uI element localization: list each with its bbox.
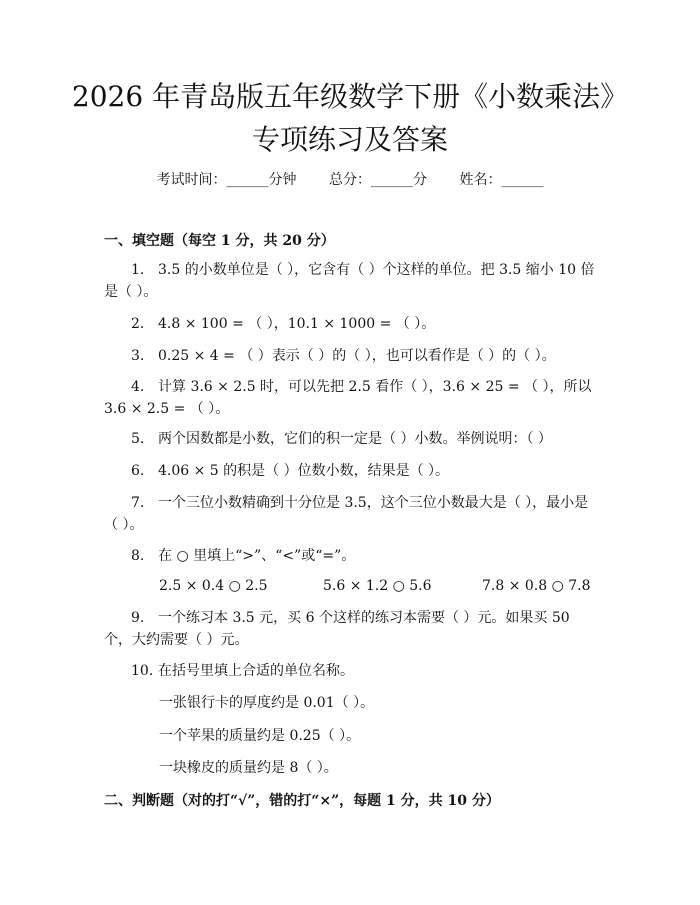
- question-6: [104, 460, 599, 482]
- question-text: 3.5 的小数单位是（ ），它含有（ ）个这样的单位。把 3.5 缩小 10 倍是（ ）。: [104, 262, 595, 300]
- exam-meta: [0, 170, 700, 190]
- question-text: 4.06 × 5 的积是（ ）位数小数，结果是（ ）。: [158, 463, 450, 479]
- question-9: [104, 607, 599, 651]
- question-5: [104, 428, 599, 450]
- page-title-line2: 专项练习及答案: [251, 123, 448, 156]
- compare-item: 7.8 × 0.8 ○ 7.8: [482, 578, 591, 594]
- question-8: [104, 545, 599, 567]
- question-text: 两个因数都是小数，它们的积一定是（ ）小数。举例说明：（ ）: [158, 431, 552, 447]
- total-score-field: 总分：______分: [329, 172, 427, 188]
- question-number: 8.: [131, 548, 145, 564]
- question-7: [104, 492, 599, 536]
- question-4: [104, 376, 599, 420]
- question-number: 3.: [131, 348, 145, 364]
- question-10: [104, 660, 599, 682]
- question-text: 一个三位小数精确到十分位是 3.5，这个三位小数最大是（ ），最小是（ ）。: [104, 495, 589, 533]
- question-1: [104, 259, 599, 303]
- student-name-field: 姓名：______: [459, 172, 544, 188]
- question-text: 0.25 × 4 = （ ）表示（ ）的（ ），也可以看作是（ ）的（ ）。: [158, 348, 556, 364]
- question-text: 一个练习本 3.5 元，买 6 个这样的练习本需要（ ）元。如果买 50 个，大约需要（ ）元。: [104, 610, 570, 648]
- section-fill-blank-title: 一、填空题（每空 1 分，共 20 分）: [104, 233, 335, 249]
- question-text: 计算 3.6 × 2.5 时，可以先把 2.5 看作（ ），3.6 × 25 = （ ），所以 3.6 × 2.5 = （ ）。: [104, 379, 592, 417]
- question-text: 4.8 × 100 = （ ），10.1 × 1000 = （ ）。: [158, 316, 436, 332]
- exam-time-field: 考试时间：______分钟: [156, 172, 297, 188]
- compare-item: 5.6 × 1.2 ○ 5.6: [323, 578, 432, 594]
- question-number: 4.: [131, 379, 145, 395]
- question-number: 7.: [131, 495, 145, 511]
- question-2: [104, 313, 599, 335]
- page-title-line1: 2026 年青岛版五年级数学下册《小数乘法》: [71, 80, 629, 113]
- question-number: 10.: [131, 663, 154, 679]
- unit-item: 一个苹果的质量约是 0.25（ ）。: [159, 728, 361, 744]
- question-3: [104, 345, 599, 367]
- question-text: 在 ○ 里填上“>”、“<”或“=”。: [158, 548, 356, 564]
- question-number: 1.: [131, 262, 145, 278]
- question-number: 9.: [131, 610, 145, 626]
- unit-item: 一块橡皮的质量约是 8（ ）。: [159, 760, 338, 776]
- question-number: 5.: [131, 431, 145, 447]
- unit-item: 一张银行卡的厚度约是 0.01（ ）。: [159, 695, 375, 711]
- question-number: 6.: [131, 463, 145, 479]
- question-number: 2.: [131, 316, 145, 332]
- section-true-false-title: 二、判断题（对的打“√”，错的打“×”，每题 1 分，共 10 分）: [104, 793, 500, 809]
- question-text: 在括号里填上合适的单位名称。: [158, 663, 354, 679]
- compare-item: 2.5 × 0.4 ○ 2.5: [159, 578, 268, 594]
